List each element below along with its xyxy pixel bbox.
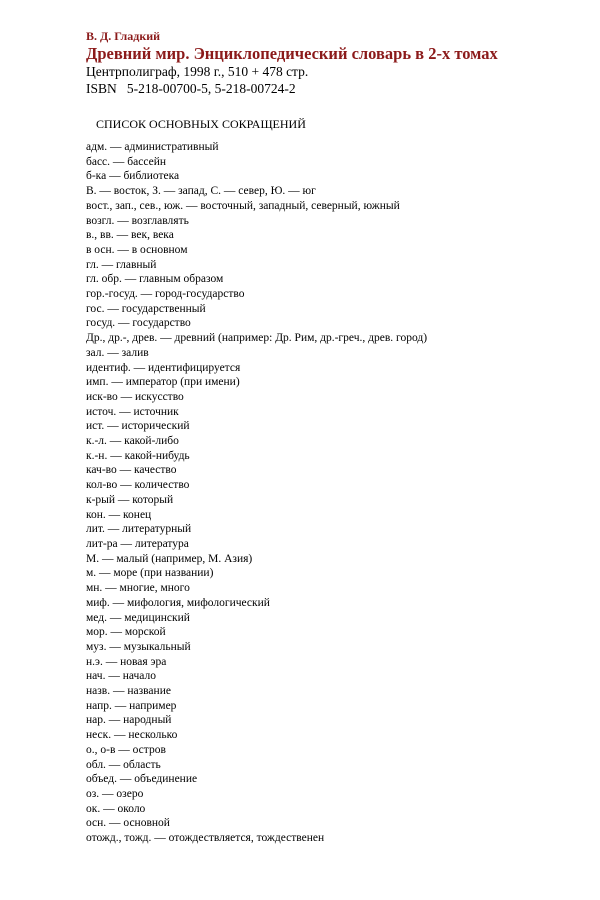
abbreviation-item: мор. — морской xyxy=(86,626,166,639)
abbreviation-item: М. — малый (например, М. Азия) xyxy=(86,552,253,565)
abbreviation-item: осн. — основной xyxy=(86,817,170,830)
abbreviation-item: кол-во — количество xyxy=(86,479,190,492)
abbreviation-item: в., вв. — век, века xyxy=(86,229,174,242)
abbreviation-item: гос. — государственный xyxy=(86,302,206,315)
abbreviation-item: вост., зап., сев., юж. — восточный, западный, северный, южный xyxy=(86,199,400,212)
abbreviation-item: В. — восток, З. — запад, С. — север, Ю. — юг xyxy=(86,185,316,198)
abbreviation-item: ист. — исторический xyxy=(86,420,190,433)
abbreviation-item: отожд., тожд. — отождествляется, тождественен xyxy=(86,832,325,845)
abbreviation-item: адм. — административный xyxy=(86,141,219,153)
abbreviation-item: источ. — источник xyxy=(86,405,179,418)
abbreviation-item: басс. — бассейн xyxy=(86,155,167,168)
abbreviation-item: к.-л. — какой-либо xyxy=(86,435,179,448)
book-author: В. Д. Гладкий xyxy=(86,29,161,43)
abbreviation-item: кач-во — качество xyxy=(86,464,177,477)
abbreviation-item: к.-н. — какой-нибудь xyxy=(86,449,190,462)
abbreviation-item: лит. — литературный xyxy=(86,523,192,536)
abbreviation-item: гор.-госуд. — город-государство xyxy=(86,288,245,301)
abbreviation-item: н.э. — новая эра xyxy=(86,655,167,668)
section-heading: СПИСОК ОСНОВНЫХ СОКРАЩЕНИЙ xyxy=(96,117,306,131)
abbreviation-item: госуд. — государство xyxy=(86,317,191,330)
abbreviation-item: иск-во — искусство xyxy=(86,390,184,403)
abbreviation-item: имп. — император (при имени) xyxy=(86,376,240,389)
abbreviation-item: возгл. — возглавлять xyxy=(86,214,189,227)
abbreviation-item: зал. — залив xyxy=(86,346,149,359)
abbreviation-item: объед. — объединение xyxy=(86,773,198,786)
document-page xyxy=(86,28,586,846)
abbreviation-item: мед. — медицинский xyxy=(86,611,190,624)
abbreviation-item: к-рый — который xyxy=(86,493,174,506)
abbreviation-item: оз. — озеро xyxy=(86,787,144,800)
book-title: Древний мир. Энциклопедический словарь в 2-х томах xyxy=(86,44,498,63)
abbreviation-item: ок. — около xyxy=(86,802,146,815)
abbreviation-item: мн. — многие, много xyxy=(86,582,190,595)
abbreviation-item: нар. — народный xyxy=(86,714,172,727)
abbreviation-list xyxy=(86,140,586,846)
abbreviation-item: б-ка — библиотека xyxy=(86,170,180,183)
abbreviation-item: о., о-в — остров xyxy=(86,743,166,756)
abbreviation-item: напр. — например xyxy=(86,699,177,712)
abbreviation-item: кон. — конец xyxy=(86,508,152,521)
abbreviation-item: миф. — мифология, мифологический xyxy=(86,596,270,609)
abbreviation-item: нач. — начало xyxy=(86,670,156,683)
abbreviation-item: идентиф. — идентифицируется xyxy=(86,361,241,374)
publisher-line: Центрполиграф, 1998 г., 510 + 478 стр. xyxy=(86,64,309,79)
isbn-line: ISBN 5-218-00700-5, 5-218-00724-2 xyxy=(86,81,296,96)
abbreviation-item: муз. — музыкальный xyxy=(86,640,191,653)
abbreviation-item: лит-ра — литература xyxy=(86,537,189,550)
abbreviation-item: неск. — несколько xyxy=(86,729,178,742)
abbreviation-item: гл. — главный xyxy=(86,258,157,271)
abbreviation-item: гл. обр. — главным образом xyxy=(86,273,224,286)
abbreviation-item: м. — море (при названии) xyxy=(86,567,214,580)
abbreviation-item: в осн. — в основном xyxy=(86,243,188,256)
abbreviation-item: обл. — область xyxy=(86,758,161,771)
abbreviation-item: Др., др.-, древ. — древний (например: Др. Рим, др.-греч., древ. город) xyxy=(86,332,428,345)
abbreviation-item: назв. — название xyxy=(86,685,171,698)
